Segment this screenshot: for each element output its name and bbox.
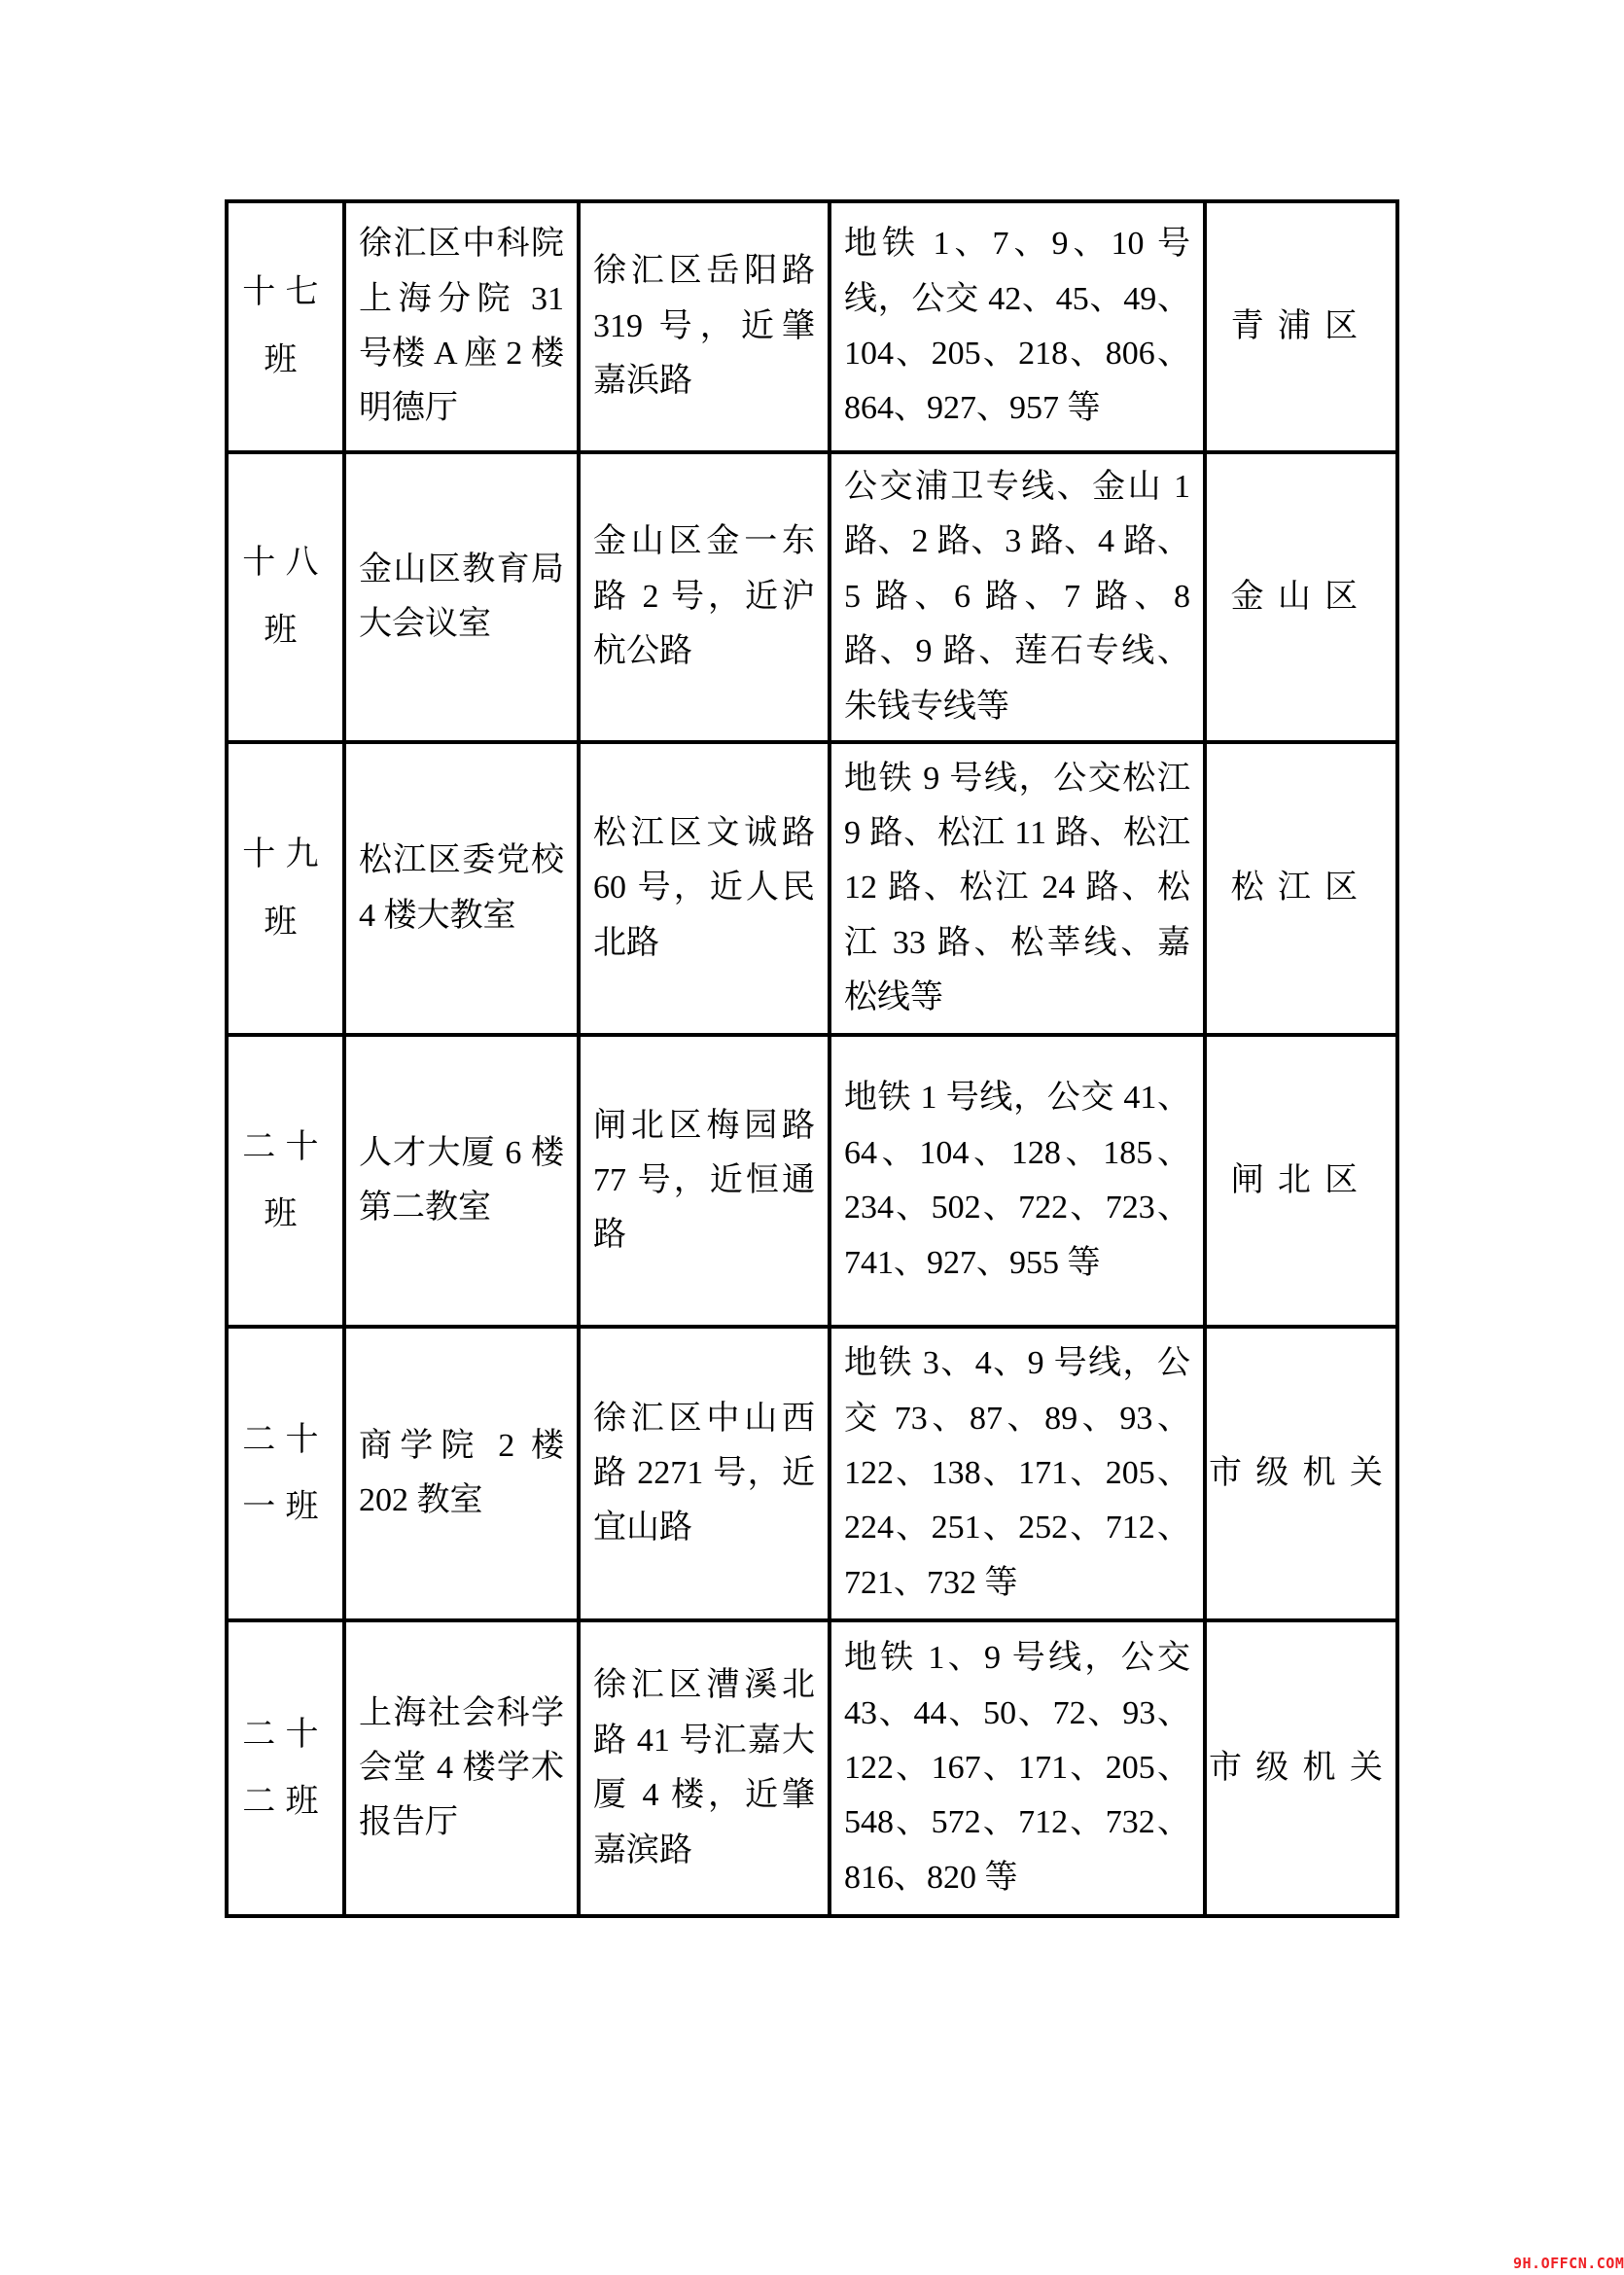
table-row bbox=[227, 742, 1397, 1035]
class-label: 十八班 bbox=[242, 545, 329, 650]
cell-transit: 地铁 3、4、9 号线，公交 73、87、89、93、122、138、171、205、224、251、252、712、721、732 等 bbox=[830, 1327, 1205, 1620]
class-label: 二十班 bbox=[242, 1128, 329, 1233]
cell-district: 市级机关 bbox=[1205, 1327, 1397, 1620]
class-label: 二十一班 bbox=[242, 1421, 329, 1526]
table-row bbox=[227, 1035, 1397, 1327]
cell-class bbox=[227, 1035, 344, 1327]
table-row bbox=[227, 201, 1397, 452]
table-row bbox=[227, 1620, 1397, 1916]
class-location-table bbox=[225, 199, 1399, 1918]
cell-venue: 上海社会科学会堂 4 楼学术报告厅 bbox=[344, 1620, 579, 1916]
cell-address: 徐汇区中山西路 2271 号，近宜山路 bbox=[579, 1327, 830, 1620]
class-label: 十七班 bbox=[242, 274, 329, 378]
cell-district: 青浦区 bbox=[1205, 201, 1397, 452]
cell-class bbox=[227, 1620, 344, 1916]
cell-class bbox=[227, 201, 344, 452]
cell-address: 闸北区梅园路 77 号，近恒通路 bbox=[579, 1035, 830, 1327]
cell-transit: 地铁 9 号线，公交松江 9 路、松江 11 路、松江 12 路、松江 24 路、松江 33 路、松莘线、嘉松线等 bbox=[830, 742, 1205, 1035]
cell-venue: 徐汇区中科院上海分院 31 号楼 A 座 2 楼明德厅 bbox=[344, 201, 579, 452]
class-label: 十九班 bbox=[242, 836, 329, 941]
cell-venue: 松江区委党校 4 楼大教室 bbox=[344, 742, 579, 1035]
cell-district: 金山区 bbox=[1205, 452, 1397, 742]
table-row bbox=[227, 452, 1397, 742]
cell-class bbox=[227, 1327, 344, 1620]
cell-address: 徐汇区漕溪北路 41 号汇嘉大厦 4 楼，近肇嘉滨路 bbox=[579, 1620, 830, 1916]
cell-district: 市级机关 bbox=[1205, 1620, 1397, 1916]
cell-venue: 商学院 2 楼 202 教室 bbox=[344, 1327, 579, 1620]
cell-district: 松江区 bbox=[1205, 742, 1397, 1035]
cell-venue: 金山区教育局大会议室 bbox=[344, 452, 579, 742]
cell-class bbox=[227, 452, 344, 742]
cell-transit: 地铁 1 号线，公交 41、64、104、128、185、234、502、722、723、741、927、955 等 bbox=[830, 1035, 1205, 1327]
cell-venue: 人才大厦 6 楼第二教室 bbox=[344, 1035, 579, 1327]
cell-class bbox=[227, 742, 344, 1035]
cell-district: 闸北区 bbox=[1205, 1035, 1397, 1327]
cell-address: 金山区金一东路 2 号，近沪杭公路 bbox=[579, 452, 830, 742]
class-label: 二十二班 bbox=[242, 1716, 329, 1821]
cell-transit: 地铁 1、9 号线，公交 43、44、50、72、93、122、167、171、205、548、572、712、732、816、820 等 bbox=[830, 1620, 1205, 1916]
table-row bbox=[227, 1327, 1397, 1620]
cell-transit: 公交浦卫专线、金山 1 路、2 路、3 路、4 路、5 路、6 路、7 路、8 路、9 路、莲石专线、朱钱专线等 bbox=[830, 452, 1205, 742]
cell-transit: 地铁 1、7、9、10 号线，公交 42、45、49、104、205、218、806、864、927、957 等 bbox=[830, 201, 1205, 452]
watermark: 9H.OFFCN.COM bbox=[1513, 2255, 1624, 2272]
cell-address: 松江区文诚路 60 号，近人民北路 bbox=[579, 742, 830, 1035]
cell-address: 徐汇区岳阳路 319 号，近肇嘉浜路 bbox=[579, 201, 830, 452]
